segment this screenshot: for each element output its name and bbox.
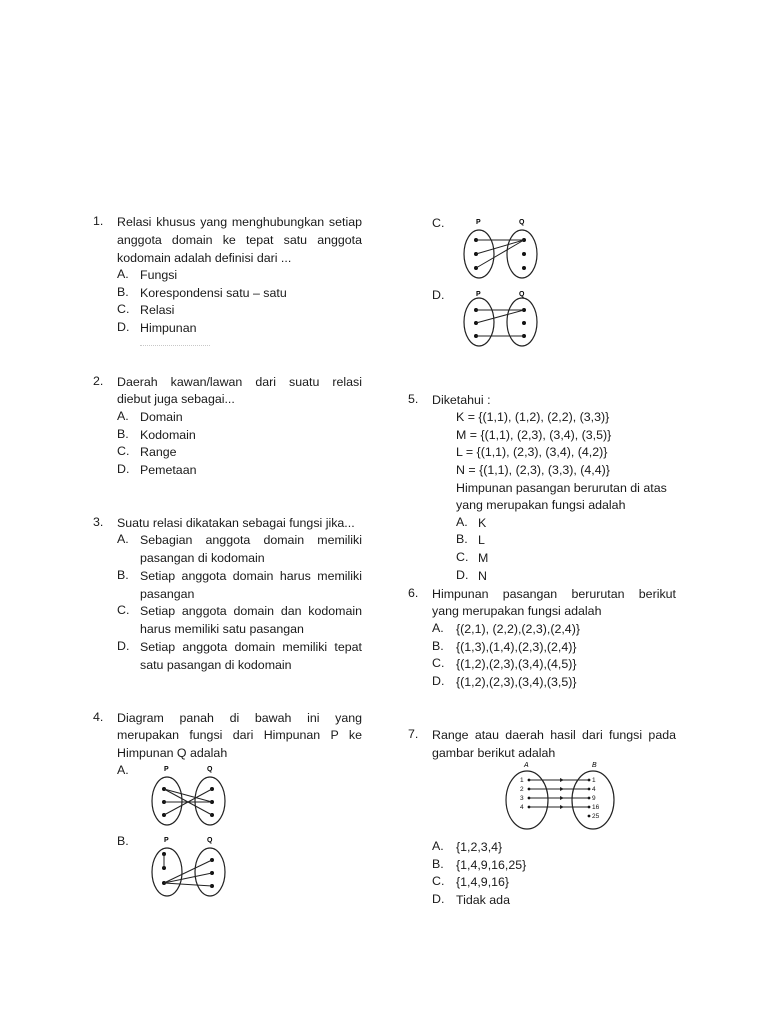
option-text: Korespondensi satu – satu	[140, 286, 287, 300]
option-letter: C.	[117, 302, 130, 316]
option-letter: B.	[117, 285, 129, 299]
option-text: K	[478, 516, 487, 530]
option-text: Setiap anggota domain harus memiliki	[140, 569, 362, 583]
option-letter: B.	[432, 857, 444, 871]
set-definition: M = {(1,1), (2,3), (3,4), (3,5)}	[456, 428, 612, 442]
option-text: Setiap anggota domain memiliki tepat	[140, 640, 362, 654]
option-text: Kodomain	[140, 428, 196, 442]
option-text: Himpunan	[140, 321, 197, 335]
scan-artifact	[140, 345, 210, 349]
option-letter: D.	[456, 568, 469, 582]
option-text: Setiap anggota domain dan kodomain	[140, 604, 362, 618]
set-label-q: Q	[519, 291, 525, 298]
question-text-line: Himpunan Q adalah	[117, 746, 228, 760]
domain-value: 2	[520, 786, 524, 793]
arrow-diagram-a	[150, 765, 240, 827]
question-text-line: Range atau daerah hasil dari fungsi pada	[432, 728, 676, 742]
question-number: 3.	[93, 515, 104, 529]
set-label-q: Q	[207, 837, 213, 844]
question-text-line: Daerah kawan/lawan dari suatu relasi	[117, 375, 362, 389]
option-letter: D.	[117, 639, 130, 653]
option-text: Sebagian anggota domain memiliki	[140, 533, 362, 547]
codomain-value: 4	[592, 786, 596, 793]
question-text-line: Suatu relasi dikatakan sebagai fungsi jika...	[117, 516, 355, 530]
option-text: Pemetaan	[140, 463, 197, 477]
question-number: 6.	[408, 586, 419, 600]
option-letter: A.	[117, 409, 129, 423]
question-text-line: merupakan fungsi dari Himpunan P ke	[117, 728, 362, 742]
option-text: {1,4,9,16}	[456, 875, 510, 889]
question-text-line: Himpunan pasangan berurutan berikut	[432, 587, 676, 601]
option-text: harus memiliki satu pasangan	[140, 622, 304, 636]
option-text: Domain	[140, 410, 183, 424]
set-definition: L = {(1,1), (2,3), (3,4), (4,2)}	[456, 445, 608, 459]
question-intro: Diketahui :	[432, 393, 491, 407]
option-letter: D.	[117, 320, 130, 334]
set-definition: K = {(1,1), (1,2), (2,2), (3,3)}	[456, 410, 610, 424]
arrow-diagram-squares	[500, 760, 620, 832]
option-letter: A.	[432, 839, 444, 853]
option-text: Range	[140, 445, 177, 459]
question-number: 1.	[93, 214, 104, 228]
option-letter: D.	[432, 288, 445, 302]
domain-value: 1	[520, 777, 524, 784]
option-letter: D.	[432, 892, 445, 906]
set-label-p: P	[164, 837, 169, 844]
question-number: 5.	[408, 392, 419, 406]
option-text: pasangan di kodomain	[140, 551, 265, 565]
option-text: {(1,2),(2,3),(3,4),(3,5)}	[456, 675, 577, 689]
option-letter: B.	[117, 568, 129, 582]
question-text-line: Himpunan pasangan berurutan di atas	[456, 481, 667, 495]
option-text: {(1,3),(1,4),(2,3),(2,4)}	[456, 640, 577, 654]
domain-value: 3	[520, 795, 524, 802]
option-text: {1,2,3,4}	[456, 840, 503, 854]
question-text-line: yang merupakan fungsi adalah	[456, 498, 626, 512]
set-definition: N = {(1,1), (2,3), (3,3), (4,4)}	[456, 463, 610, 477]
arrow-diagram-d	[462, 290, 552, 352]
option-text: N	[478, 569, 487, 583]
option-letter: C.	[117, 603, 130, 617]
set-label-p: P	[476, 219, 481, 226]
option-text: pasangan	[140, 587, 195, 601]
option-text: {(1,2),(2,3),(3,4),(4,5)}	[456, 657, 577, 671]
question-text-line: kodomain adalah definisi dari ...	[117, 251, 292, 265]
option-letter: B.	[117, 834, 129, 848]
question-text-line: anggota domain ke tepat satu anggota	[117, 233, 362, 247]
option-text: {(2,1), (2,2),(2,3),(2,4)}	[456, 622, 580, 636]
question-text-line: diebut juga sebagai...	[117, 392, 235, 406]
domain-value: 4	[520, 804, 524, 811]
option-letter: B.	[456, 532, 468, 546]
question-number: 2.	[93, 374, 104, 388]
question-text-line: yang merupakan fungsi adalah	[432, 604, 602, 618]
question-text-line: Relasi khusus yang menghubungkan setiap	[117, 215, 362, 229]
option-letter: C.	[432, 216, 445, 230]
option-letter: D.	[117, 462, 130, 476]
question-number: 7.	[408, 727, 419, 741]
option-text: M	[478, 551, 489, 565]
codomain-value: 16	[592, 804, 600, 811]
set-label-q: Q	[519, 219, 525, 226]
option-letter: A.	[117, 267, 129, 281]
option-letter: A.	[432, 621, 444, 635]
option-text: Relasi	[140, 303, 175, 317]
option-letter: C.	[117, 444, 130, 458]
set-label-p: P	[476, 291, 481, 298]
option-text: {1,4,9,16,25}	[456, 858, 527, 872]
option-letter: B.	[432, 639, 444, 653]
option-letter: C.	[432, 874, 445, 888]
option-letter: D.	[432, 674, 445, 688]
set-label-b: B	[592, 762, 597, 769]
set-label-p: P	[164, 766, 169, 773]
option-text: satu pasangan di kodomain	[140, 658, 292, 672]
option-letter: B.	[117, 427, 129, 441]
codomain-value: 25	[592, 813, 600, 820]
option-letter: C.	[432, 656, 445, 670]
arrow-diagram-c	[462, 218, 552, 280]
option-text: L	[478, 533, 485, 547]
codomain-value: 1	[592, 777, 596, 784]
option-letter: A.	[117, 532, 129, 546]
question-text-line: Diagram panah di bawah ini yang	[117, 711, 362, 725]
option-letter: A.	[456, 515, 468, 529]
option-letter: C.	[456, 550, 469, 564]
option-text: Tidak ada	[456, 893, 510, 907]
option-text: Fungsi	[140, 268, 178, 282]
set-label-a: A	[524, 762, 529, 769]
option-letter: A.	[117, 763, 129, 777]
set-label-q: Q	[207, 766, 213, 773]
question-number: 4.	[93, 710, 104, 724]
arrow-diagram-b	[150, 836, 240, 898]
question-text-line: gambar berikut adalah	[432, 746, 556, 760]
codomain-value: 9	[592, 795, 596, 802]
